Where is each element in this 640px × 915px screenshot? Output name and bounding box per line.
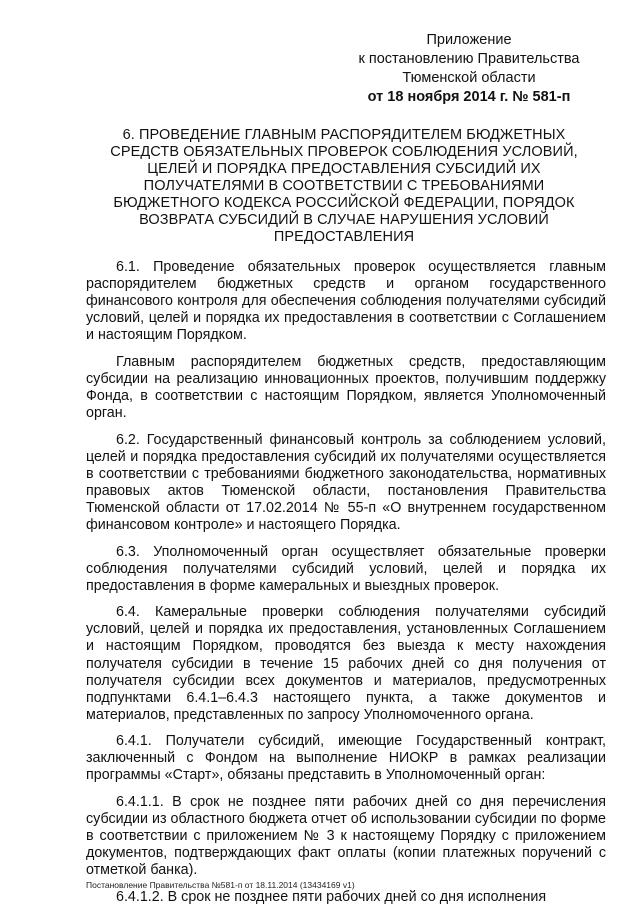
document-footer: Постановление Правительства №581-п от 18.11.2014 (13434169 v1): [86, 880, 355, 890]
appendix-header: [354, 31, 584, 107]
paragraph-6-4-1: 6.4.1. Получатели субсидий, имеющие Государственный контракт, заключенный с Фондом на выполнение НИОКР в рамках реализации программы «Старт», обязаны представить в Уполномоченный орган:: [86, 733, 606, 784]
paragraph-6-4: 6.4. Камеральные проверки соблюдения получателями субсидий условий, целей и порядка их предоставления, установленных Соглашением и настоящим Порядком, проводятся без выезда к месту нахождения получателя субсидии в течение 15 рабочих дней со дня получения от получателя субсидии всех документов и материалов, предусмотренных подпунктами 6.4.1–6.4.3 настоящего пункта, а также документов и материалов, представленных по запросу Уполномоченного органа.: [86, 604, 606, 723]
appendix-label: Приложение: [426, 32, 512, 48]
document-body: [86, 259, 606, 915]
section-title: 6. ПРОВЕДЕНИЕ ГЛАВНЫМ РАСПОРЯДИТЕЛЕМ БЮДЖЕТНЫХ СРЕДСТВ ОБЯЗАТЕЛЬНЫХ ПРОВЕРОК СОБЛЮДЕНИЯ УСЛОВИЙ, ЦЕЛЕЙ И ПОРЯДКА ПРЕДОСТАВЛЕНИЯ СУБСИДИЙ ИХ ПОЛУЧАТЕЛЯМИ В СООТВЕТСТВИИ С ТРЕБОВАНИЯМИ БЮДЖЕТНОГО КОДЕКСА РОССИЙСКОЙ ФЕДЕРАЦИИ, ПОРЯДОК ВОЗВРАТА СУБСИДИЙ В СЛУЧАЕ НАРУШЕНИЯ УСЛОВИЙ ПРЕДОСТАВЛЕНИЯ: [110, 127, 578, 245]
paragraph-6-4-1-2: 6.4.1.2. В срок не позднее пяти рабочих дней со дня исполнения: [116, 888, 547, 905]
appendix-reference: к постановлению Правительства: [358, 51, 580, 67]
paragraph-main-distributor: Главным распорядителем бюджетных средств, предоставляющим субсидии на реализацию инновационных проектов, получившим поддержку Фонда, в соответствии с настоящим Порядком, является Уполномоченный орган.: [86, 353, 606, 422]
paragraph-6-1: 6.1. Проведение обязательных проверок осуществляется главным распорядителем бюджетных средств и органом государственного финансового контроля для обеспечения соблюдения получателями субсидий условий, целей и порядка их предоставления в соответствии с Соглашением и настоящим Порядком.: [86, 259, 606, 344]
paragraph-6-2: 6.2. Государственный финансовый контроль за соблюдением условий, целей и порядка предоставления субсидий их получателями осуществляется в соответствии с требованиями бюджетного законодательства, нормативных правовых актов Тюменской области, постановления Правительства Тюменской области от 17.02.2014 № 55-п «О внутреннем государственном финансовом контроле» и настоящего Порядка.: [86, 431, 606, 534]
paragraph-6-3: 6.3. Уполномоченный орган осуществляет обязательные проверки соблюдения получателями субсидий условий, целей и порядка их предоставления в форме камеральных и выездных проверок.: [86, 543, 606, 594]
paragraph-6-4-1-1: 6.4.1.1. В срок не позднее пяти рабочих дней со дня перечисления субсидии из областного бюджета отчет об использовании субсидии по форме в соответствии с приложением № 3 к настоящему Порядку с приложением документов, подтверждающих факт оплаты (копии платежных поручений с отметкой банка).: [86, 793, 606, 879]
appendix-date-number: от 18 ноября 2014 г. № 581-п: [367, 89, 571, 105]
appendix-region: Тюменской области: [402, 70, 536, 86]
